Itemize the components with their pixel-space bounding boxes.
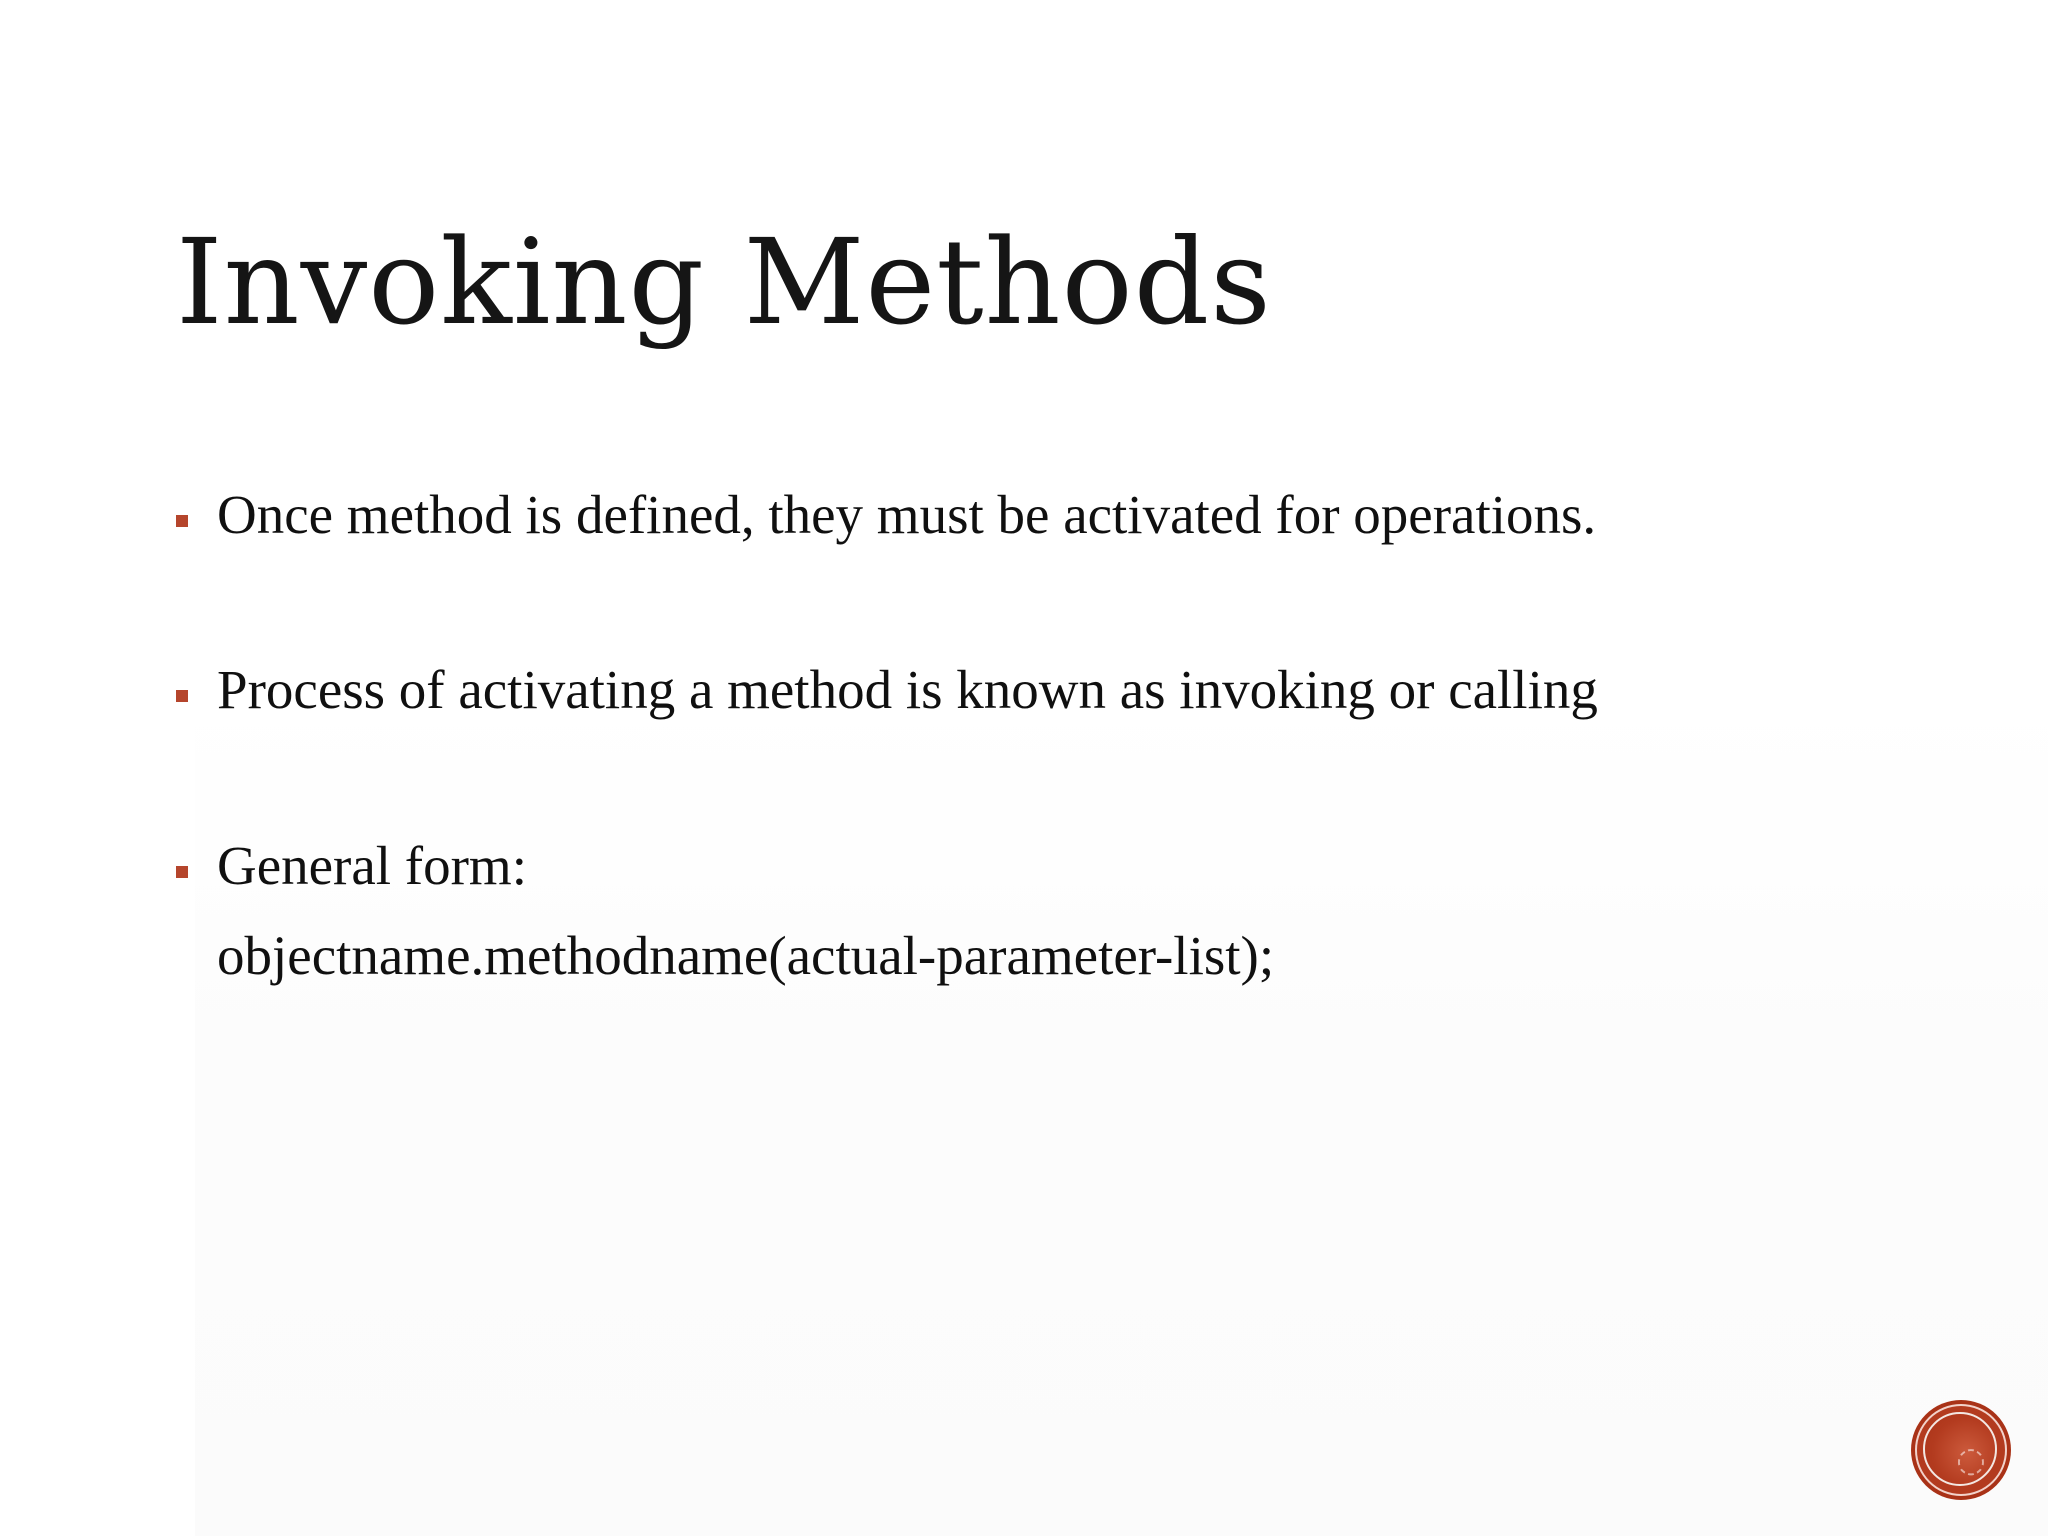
bullet-text: General form: — [217, 834, 527, 896]
left-margin — [0, 0, 195, 1536]
slide-navigation-icon: ◌ — [1956, 1440, 1986, 1480]
square-bullet-icon — [176, 515, 188, 527]
square-bullet-icon — [176, 866, 188, 878]
bullet-item-invoking-process — [176, 655, 1976, 725]
slide-navigation-ring — [1923, 1412, 1997, 1486]
bullet-item-defined-methods — [176, 480, 1976, 550]
bullet-item-general-form — [176, 831, 1976, 992]
bullet-text: Process of activating a method is known as invoking or calling — [217, 659, 1598, 721]
method-call-syntax: objectname.methodname(actual-parameter-list); — [217, 925, 1275, 987]
slide-title: Invoking Methods — [176, 213, 1272, 351]
slide-navigation-button[interactable] — [1915, 1404, 2007, 1496]
general-form-block — [217, 831, 1274, 992]
bullet-text: Once method is defined, they must be activated for operations. — [217, 484, 1597, 545]
bullet-list — [176, 480, 1976, 992]
square-bullet-icon — [176, 690, 188, 702]
